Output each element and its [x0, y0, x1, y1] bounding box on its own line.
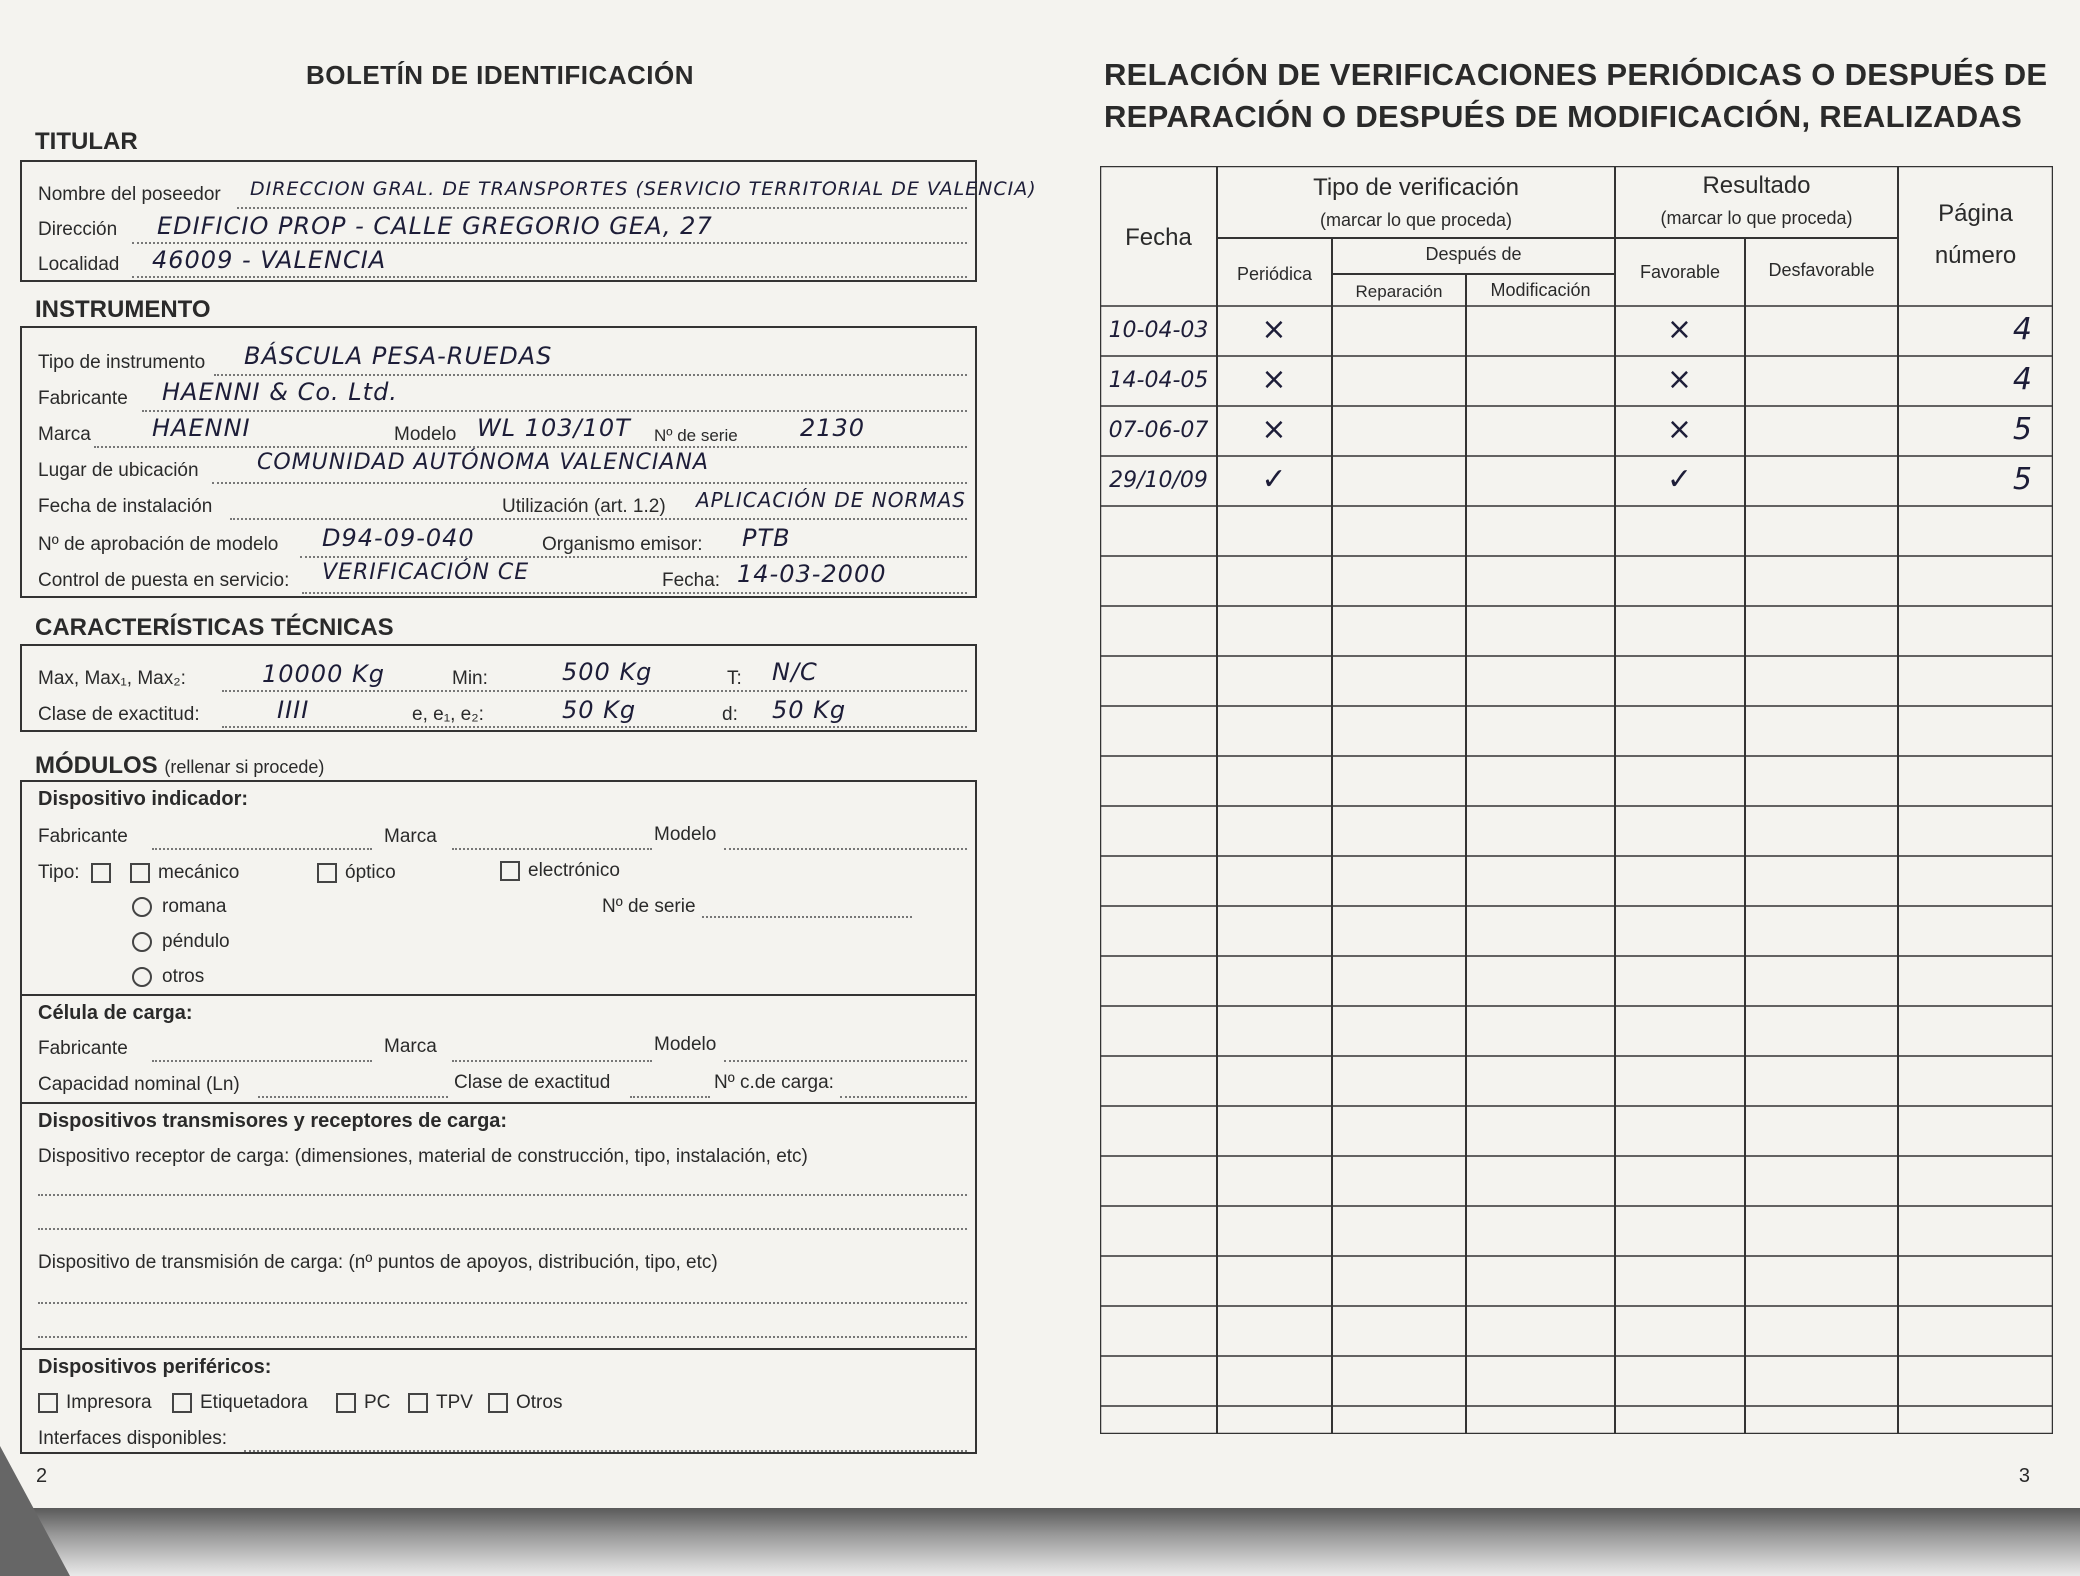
- nombre-label: Nombre del poseedor: [38, 184, 221, 205]
- row-periodica[interactable]: ×: [1261, 312, 1288, 347]
- localidad-label: Localidad: [38, 254, 120, 275]
- left-page-title: BOLETÍN DE IDENTIFICACIÓN: [305, 60, 695, 90]
- otros-option[interactable]: [132, 966, 204, 988]
- max-value[interactable]: 10000 Kg: [262, 660, 385, 688]
- modulos-note: (rellenar si procede): [164, 757, 325, 777]
- row-pagina[interactable]: 4: [2012, 362, 2033, 397]
- pagina-header-1: Página: [1938, 200, 2013, 227]
- electronico-option[interactable]: [500, 860, 620, 882]
- impresora-option[interactable]: [38, 1392, 152, 1414]
- row-favorable[interactable]: ×: [1666, 362, 1694, 397]
- right-title-line2: REPARACIÓN O DESPUÉS DE MODIFICACIÓN, REALIZADAS: [1104, 99, 2023, 134]
- desfavorable-header: Desfavorable: [1768, 260, 1875, 280]
- tipo-mod-label: [38, 862, 119, 884]
- ind-marca-label: Marca: [384, 826, 437, 847]
- organismo-label: Organismo emisor:: [542, 534, 703, 555]
- row-periodica[interactable]: ✓: [1261, 462, 1288, 497]
- e-value[interactable]: 50 Kg: [562, 696, 637, 724]
- fecha-header: Fecha: [1125, 224, 1192, 251]
- tipo-header: Tipo de verificación: [1313, 174, 1519, 201]
- t-label: T:: [727, 668, 742, 689]
- fabricante-label: Fabricante: [38, 388, 128, 409]
- utilizacion-value[interactable]: APLICACIÓN DE NORMAS: [696, 488, 966, 512]
- row-favorable[interactable]: ×: [1666, 312, 1694, 347]
- max-label: Max, Max₁, Max₂:: [38, 668, 186, 689]
- otros-radio[interactable]: [132, 967, 152, 987]
- row-periodica[interactable]: ×: [1261, 362, 1288, 397]
- tipo-checkbox[interactable]: [91, 863, 111, 883]
- optico-checkbox[interactable]: [317, 863, 337, 883]
- fecha-value[interactable]: 14-03-2000: [737, 560, 887, 588]
- pagina-header-2: número: [1934, 242, 2017, 269]
- tpv-option[interactable]: [408, 1392, 473, 1414]
- row-favorable[interactable]: ×: [1666, 412, 1694, 447]
- row-fecha[interactable]: 14-04-05: [1108, 368, 1209, 393]
- periodica-header: Periódica: [1236, 264, 1313, 284]
- fecha-label: Fecha:: [662, 570, 721, 591]
- etiquetadora-option[interactable]: [172, 1392, 308, 1414]
- caracteristicas-box: [20, 644, 977, 732]
- celula-heading: Célula de carga:: [38, 1002, 193, 1024]
- serie-value[interactable]: 2130: [800, 414, 866, 442]
- resultado-header: Resultado: [1702, 172, 1811, 199]
- receptor-label: Dispositivo receptor de carga: (dimensiones, material de construcción, tipo, instalación, etc): [38, 1146, 808, 1167]
- control-label: Control de puesta en servicio:: [38, 570, 290, 591]
- utilizacion-label: Utilización (art. 1.2): [502, 496, 666, 517]
- pendulo-label: péndulo: [162, 931, 230, 952]
- tipo-label: Tipo de instrumento: [38, 352, 206, 373]
- row-fecha[interactable]: 10-04-03: [1108, 318, 1209, 343]
- control-value[interactable]: VERIFICACIÓN CE: [322, 560, 530, 585]
- otros-p-option[interactable]: [488, 1392, 562, 1414]
- row-pagina[interactable]: 5: [2012, 462, 2033, 497]
- impresora-label: Impresora: [66, 1392, 152, 1413]
- verification-table: [1100, 166, 2053, 1434]
- lugar-label: Lugar de ubicación: [38, 460, 199, 481]
- min-value[interactable]: 500 Kg: [562, 658, 653, 686]
- optico-option[interactable]: [317, 862, 396, 884]
- nombre-value[interactable]: DIRECCION GRAL. DE TRANSPORTES (SERVICIO TERRITORIAL DE VALENCIA): [250, 178, 1037, 200]
- pc-checkbox[interactable]: [336, 1393, 356, 1413]
- caracteristicas-heading: CARACTERÍSTICAS TÉCNICAS: [35, 614, 394, 641]
- modulos-heading: [35, 752, 324, 780]
- titular-heading: TITULAR: [35, 128, 138, 155]
- right-page: [1040, 0, 2080, 1576]
- row-favorable[interactable]: ✓: [1666, 462, 1694, 497]
- clase-value[interactable]: IIII: [277, 696, 310, 724]
- ind-modelo-label: Modelo: [654, 824, 717, 845]
- organismo-value[interactable]: PTB: [742, 524, 791, 552]
- etiquetadora-checkbox[interactable]: [172, 1393, 192, 1413]
- instrumento-box: [20, 326, 977, 598]
- right-title-line1: RELACIÓN DE VERIFICACIONES PERIÓDICAS O DESPUÉS DE: [1104, 57, 2048, 92]
- row-pagina[interactable]: 4: [2012, 312, 2033, 347]
- row-fecha[interactable]: 29/10/09: [1109, 468, 1208, 493]
- pc-option[interactable]: [336, 1392, 390, 1414]
- electronico-checkbox[interactable]: [500, 861, 520, 881]
- d-value[interactable]: 50 Kg: [772, 696, 847, 724]
- romana-option[interactable]: [132, 896, 226, 918]
- electronico-label: electrónico: [528, 860, 620, 881]
- etiquetadora-label: Etiquetadora: [200, 1392, 308, 1413]
- tpv-label: TPV: [436, 1392, 473, 1413]
- modulos-box: [20, 780, 977, 1454]
- table-grid: [1100, 166, 2053, 1434]
- row-pagina[interactable]: 5: [2012, 412, 2033, 447]
- transmision-label: Dispositivo de transmisión de carga: (nº puntos de apoyos, distribución, tipo, etc): [38, 1252, 718, 1273]
- favorable-header: Favorable: [1639, 262, 1721, 282]
- pendulo-option[interactable]: [132, 931, 230, 953]
- capacidad-label: Capacidad nominal (Ln): [38, 1074, 240, 1095]
- tipo-mod-text: Tipo:: [38, 862, 80, 883]
- e-label: e, e₁, e₂:: [412, 704, 484, 725]
- cel-num-label: Nº c.de carga:: [714, 1072, 834, 1093]
- marca-label: Marca: [38, 424, 91, 445]
- modelo-value[interactable]: WL 103/10T: [477, 414, 631, 442]
- aprobacion-label: Nº de aprobación de modelo: [38, 534, 279, 555]
- romana-label: romana: [162, 896, 227, 917]
- optico-label: óptico: [345, 862, 396, 883]
- serie-label: Nº de serie: [654, 426, 738, 445]
- pc-label: PC: [364, 1392, 391, 1413]
- row-periodica[interactable]: ×: [1261, 412, 1288, 447]
- instrumento-heading: INSTRUMENTO: [35, 296, 211, 323]
- right-page-title: [1104, 54, 2047, 138]
- cel-clase-label: Clase de exactitud: [454, 1072, 611, 1093]
- modelo-label: Modelo: [394, 424, 457, 445]
- reparacion-header: Reparación: [1355, 282, 1443, 301]
- tipo-value[interactable]: BÁSCULA PESA-RUEDAS: [244, 342, 553, 370]
- aprobacion-value[interactable]: D94-09-040: [322, 524, 475, 552]
- direccion-value[interactable]: EDIFICIO PROP - CALLE GREGORIO GEA, 27: [157, 212, 713, 240]
- otros-p-label: Otros: [516, 1392, 563, 1413]
- marca-value[interactable]: HAENNI: [152, 414, 251, 442]
- lugar-value[interactable]: COMUNIDAD AUTÓNOMA VALENCIANA: [257, 450, 709, 475]
- cel-modelo-label: Modelo: [654, 1034, 717, 1055]
- t-value[interactable]: N/C: [772, 658, 818, 686]
- fecha-instalacion-label: Fecha de instalación: [38, 496, 213, 517]
- mecanico-option[interactable]: [130, 862, 239, 884]
- modificacion-header: Modificación: [1490, 280, 1591, 300]
- direccion-label: Dirección: [38, 219, 118, 240]
- otros-p-checkbox[interactable]: [488, 1393, 508, 1413]
- interfaces-label: Interfaces disponibles:: [38, 1428, 228, 1449]
- pendulo-radio[interactable]: [132, 932, 152, 952]
- clase-label: Clase de exactitud:: [38, 704, 200, 725]
- cel-marca-label: Marca: [384, 1036, 437, 1057]
- localidad-value[interactable]: 46009 - VALENCIA: [152, 246, 387, 274]
- ind-fabricante-label: Fabricante: [38, 826, 128, 847]
- otros-label: otros: [162, 966, 205, 987]
- scan-bottom-edge: [0, 1508, 2080, 1576]
- perifericos-heading: Dispositivos periféricos:: [38, 1356, 272, 1378]
- fabricante-value[interactable]: HAENNI & Co. Ltd.: [162, 378, 398, 406]
- mecanico-checkbox[interactable]: [130, 863, 150, 883]
- tipo-note: (marcar lo que proceda): [1319, 210, 1513, 230]
- transmisores-heading: Dispositivos transmisores y receptores de carga:: [38, 1110, 508, 1132]
- titular-box: [20, 160, 1037, 282]
- right-page-number: 3: [2018, 1465, 2030, 1487]
- romana-radio[interactable]: [132, 897, 152, 917]
- despues-header: Después de: [1425, 244, 1522, 264]
- d-label: d:: [722, 704, 738, 725]
- scan-corner-fold: [0, 1446, 70, 1576]
- indicador-heading: Dispositivo indicador:: [38, 788, 249, 810]
- left-page-number: 2: [36, 1465, 48, 1487]
- mecanico-label: mecánico: [158, 862, 240, 883]
- min-label: Min:: [452, 668, 488, 689]
- cel-fabricante-label: Fabricante: [38, 1038, 128, 1059]
- impresora-checkbox[interactable]: [38, 1393, 58, 1413]
- modulos-title: MÓDULOS: [35, 752, 158, 779]
- mod-serie-label: Nº de serie: [602, 896, 696, 917]
- resultado-note: (marcar lo que proceda): [1660, 208, 1853, 228]
- row-fecha[interactable]: 07-06-07: [1108, 418, 1209, 443]
- tpv-checkbox[interactable]: [408, 1393, 428, 1413]
